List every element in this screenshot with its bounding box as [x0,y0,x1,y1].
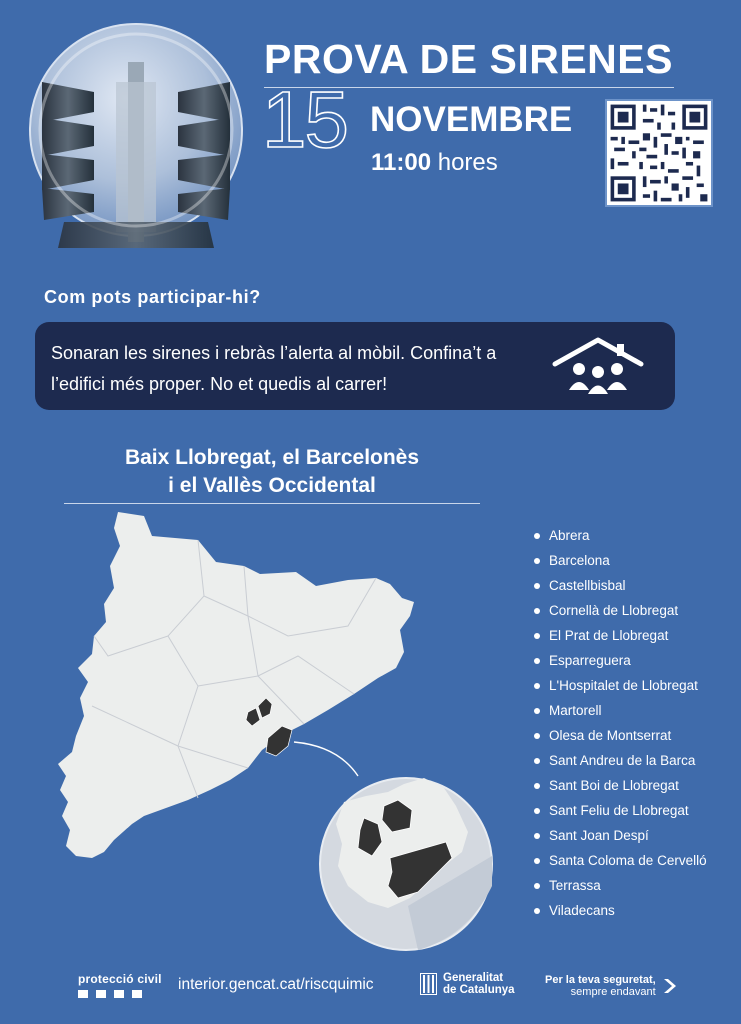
municipality-item: Cornellà de Llobregat [531,601,736,626]
siren-illustration [24,22,248,250]
senyera-icon [420,973,437,995]
municipality-item: Viladecans [531,901,736,926]
municipality-item: Martorell [531,701,736,726]
protection-civil-label: protecció civil [78,972,162,986]
slogan [545,974,679,998]
municipality-item: Olesa de Montserrat [531,726,736,751]
instruction-text: Sonaran les sirenes i rebràs l’alerta al mòbil. Confina’t a l’edifici més proper. No et quedis al carrer! [51,343,497,394]
generalitat-line2: de Catalunya [443,984,515,996]
protection-civil-logo [78,972,162,998]
municipality-item: Barcelona [531,551,736,576]
slogan-line1: Per la teva seguretat, [545,974,656,986]
chevron-right-icon [661,977,679,995]
page-title: PROVA DE SIRENES [264,36,673,82]
municipality-list [531,526,736,926]
municipality-item: L'Hospitalet de Llobregat [531,676,736,701]
municipality-item: Castellbisbal [531,576,736,601]
event-time [371,149,498,177]
event-day: 15 [262,75,347,164]
municipality-item: Terrassa [531,876,736,901]
municipality-item: Santa Coloma de Cervelló [531,851,736,876]
event-time-unit: hores [437,149,498,176]
catalonia-map [48,506,498,952]
website-link[interactable]: interior.gencat.cat/riscquimic [178,976,374,993]
region-title-line1: Baix Llobregat, el Barcelonès [124,446,420,469]
slogan-line2: sempre endavant [570,986,656,998]
region-title [64,444,480,500]
municipality-item: Esparreguera [531,651,736,676]
municipality-item: El Prat de Llobregat [531,626,736,651]
municipality-item: Sant Feliu de Llobregat [531,801,736,826]
generalitat-line1: Generalitat [443,972,504,984]
shelter-house-icon [551,334,645,396]
municipality-item: Sant Joan Despí [531,826,736,851]
municipality-item: Sant Boi de Llobregat [531,776,736,801]
municipality-item: Abrera [531,526,736,551]
municipality-item: Sant Andreu de la Barca [531,751,736,776]
protection-civil-squares [78,990,162,998]
event-time-value: 11:00 [371,149,432,176]
region-title-line2: i el Vallès Occidental [168,474,376,497]
region-divider [64,503,480,504]
event-month: NOVEMBRE [370,100,573,139]
participation-heading: Com pots participar-hi? [44,287,261,307]
generalitat-logo [420,972,515,996]
instruction-box [35,322,675,410]
qr-code[interactable] [605,99,713,207]
